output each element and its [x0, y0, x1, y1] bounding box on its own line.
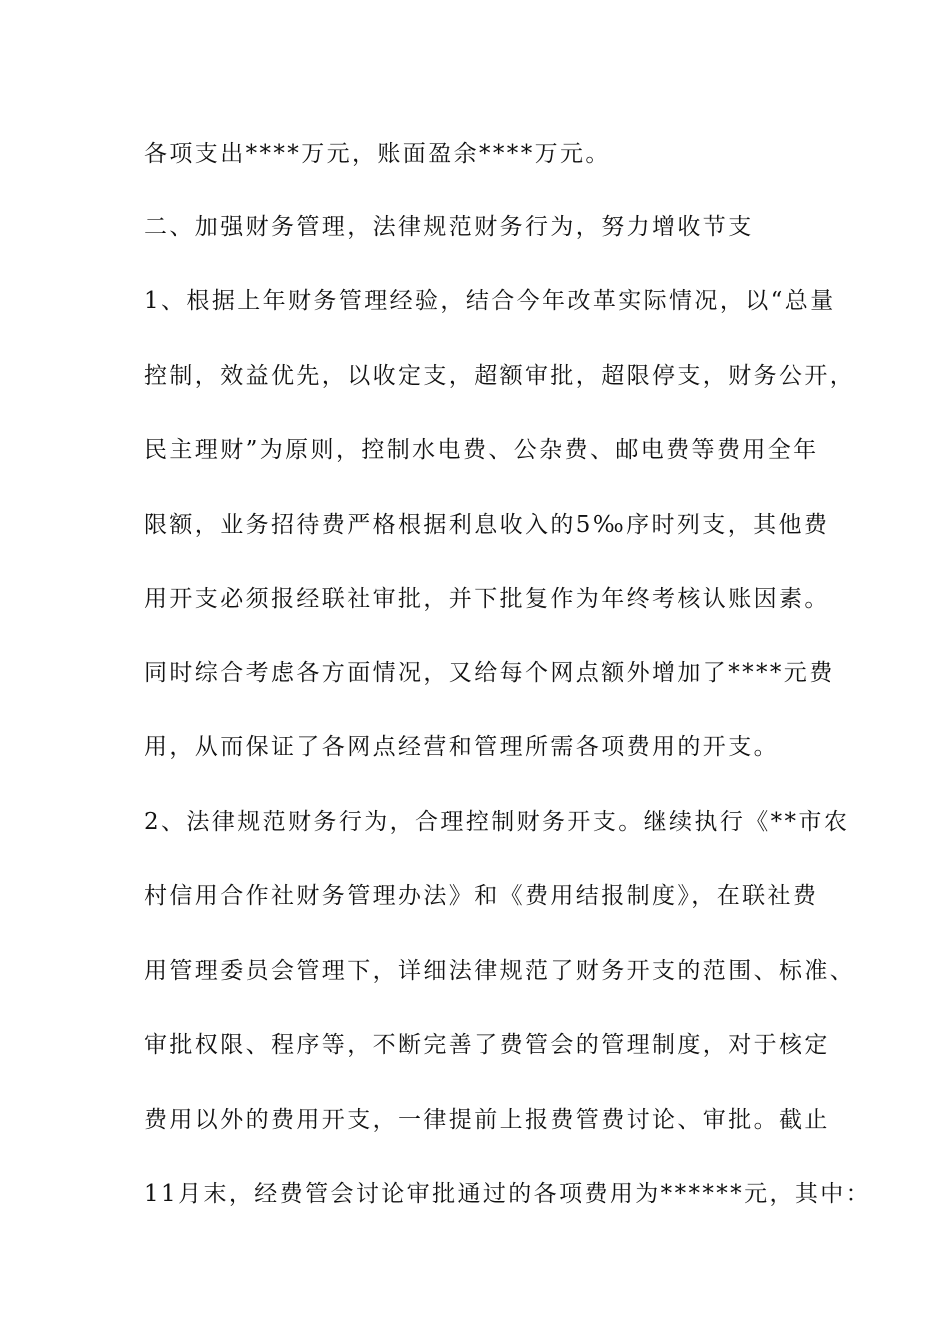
- text-line-4: 控制，效益优先，以收定支，超额审批，超限停支，财务公开，: [144, 363, 856, 389]
- text-line-11: 村信用合作社财务管理办法》和《费用结报制度》，在联社费: [144, 883, 819, 909]
- text-line-12: 用管理委员会管理下，详细法律规范了财务开支的范围、标准、: [144, 958, 856, 984]
- text-line-15: 11月末，经费管会讨论审批通过的各项费用为******元，其中：: [144, 1181, 872, 1207]
- text-line-10: 2、法律规范财务行为，合理控制财务开支。继续执行《**市农: [144, 809, 850, 835]
- text-line-1: 各项支出****万元，账面盈余****万元。: [144, 141, 611, 167]
- section-heading-2: 二、加强财务管理，法律规范财务行为，努力增收节支: [144, 214, 754, 240]
- text-line-14: 费用以外的费用开支，一律提前上报费管费讨论、审批。截止: [144, 1107, 830, 1133]
- text-line-3: 1、根据上年财务管理经验，结合今年改革实际情况，以“总量: [144, 288, 836, 314]
- text-line-5: 民主理财”为原则，控制水电费、公杂费、邮电费等费用全年: [144, 437, 819, 463]
- text-line-8: 同时综合考虑各方面情况，又给每个网点额外增加了****元费: [144, 660, 835, 686]
- text-line-6: 限额，业务招待费严格根据利息收入的5‰序时列支，其他费: [144, 512, 830, 538]
- text-line-9: 用，从而保证了各网点经营和管理所需各项费用的开支。: [144, 734, 779, 760]
- text-line-13: 审批权限、程序等，不断完善了费管会的管理制度，对于核定: [144, 1032, 830, 1058]
- text-line-7: 用开支必须报经联社审批，并下批复作为年终考核认账因素。: [144, 586, 830, 612]
